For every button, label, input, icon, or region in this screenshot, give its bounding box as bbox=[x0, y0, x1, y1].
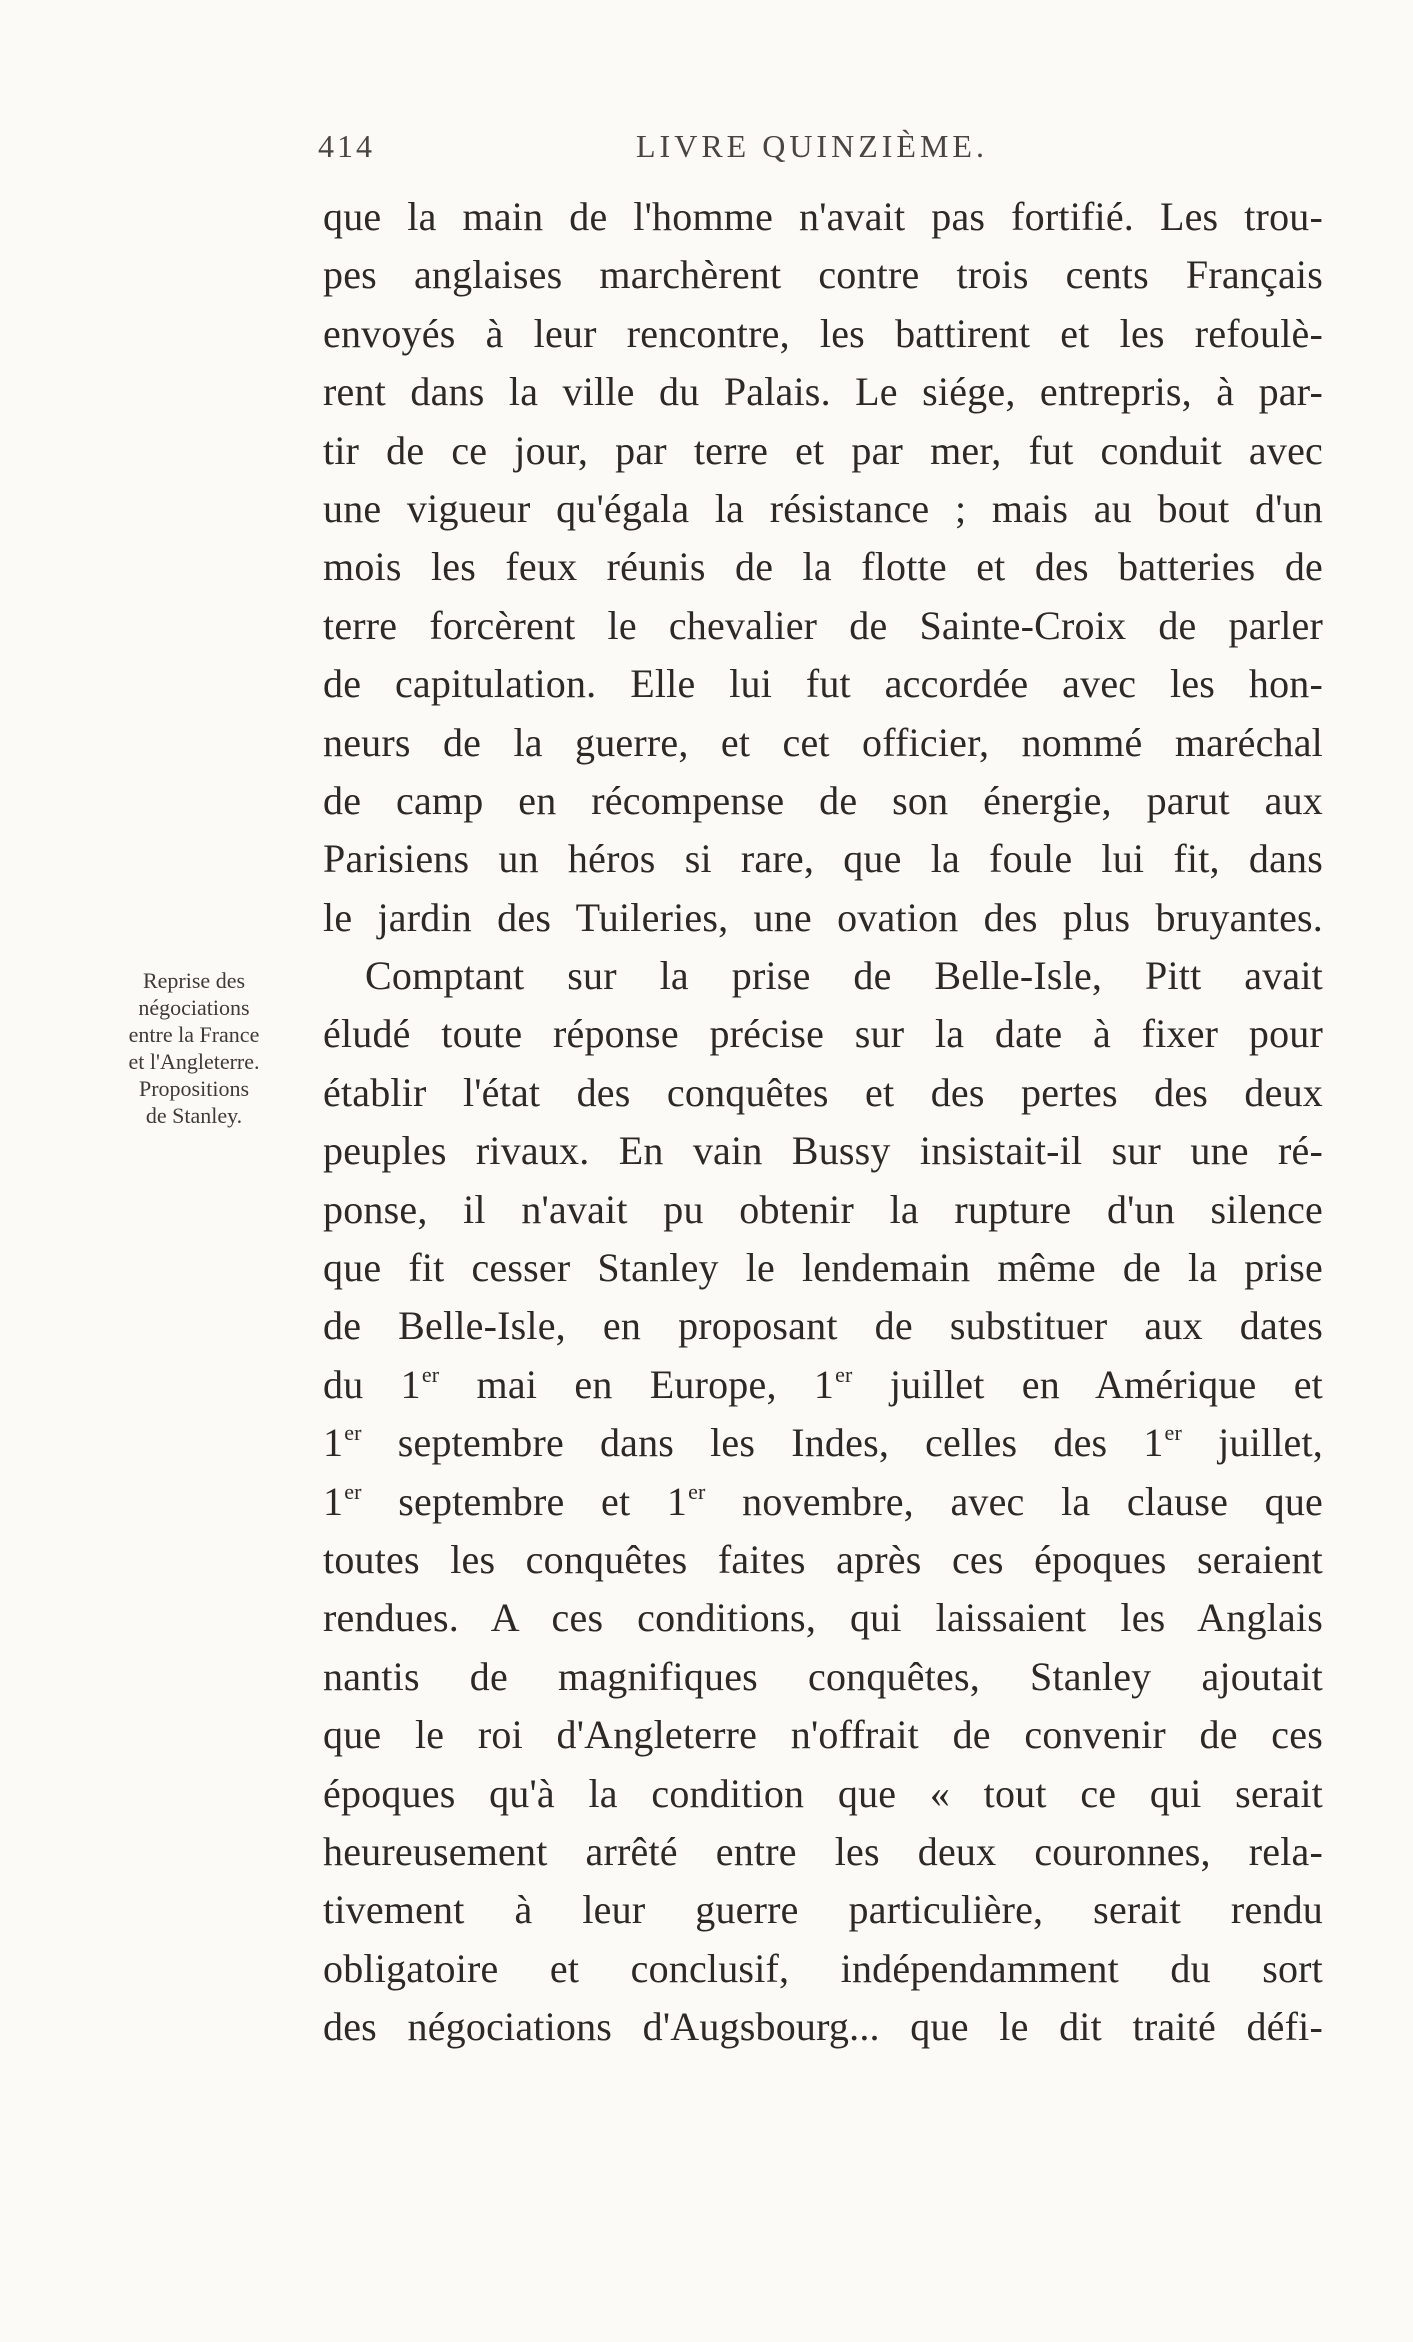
text-fragment: septembre dans les Indes, celles des 1 bbox=[361, 1420, 1164, 1466]
margin-note-line: et l'Angleterre. bbox=[128, 1049, 260, 1074]
body-text bbox=[323, 188, 1323, 2057]
text-line: que la main de l'homme n'avait pas fortifié. Les trou- bbox=[323, 194, 1323, 239]
text-fragment: mai en Europe, 1 bbox=[439, 1361, 835, 1407]
text-fragment: 1 bbox=[323, 1478, 344, 1524]
margin-note-line: Propositions bbox=[138, 1076, 250, 1101]
text-line: époques qu'à la condition que « tout ce qui serait bbox=[323, 1770, 1323, 1816]
margin-note-line: entre la France bbox=[128, 1022, 260, 1047]
text-line: éludé toute réponse précise sur la date à fixer pour bbox=[323, 1011, 1323, 1057]
page-header bbox=[318, 128, 1318, 178]
text-line: de capitulation. Elle lui fut accordée avec les hon- bbox=[323, 661, 1323, 707]
text-line-with-superscripts bbox=[323, 1356, 1323, 1414]
text-fragment: septembre et 1 bbox=[361, 1478, 688, 1524]
superscript: er bbox=[344, 1420, 362, 1446]
text-line: nantis de magnifiques conquêtes, Stanley ajoutait bbox=[323, 1653, 1323, 1699]
text-line: mois les feux réunis de la flotte et des batteries de bbox=[323, 544, 1323, 590]
text-fragment: 1 bbox=[323, 1420, 344, 1466]
superscript: er bbox=[344, 1478, 362, 1504]
text-line-with-superscripts bbox=[323, 1473, 1323, 1531]
margin-note-line: négociations bbox=[138, 995, 250, 1020]
text-line: le jardin des Tuileries, une ovation des plus bruyantes. bbox=[323, 894, 1323, 940]
text-line: que fit cesser Stanley le lendemain même de la prise bbox=[323, 1245, 1323, 1291]
text-line: pes anglaises marchèrent contre trois cents Français bbox=[323, 252, 1323, 298]
text-line: Parisiens un héros si rare, que la foule lui fit, dans bbox=[323, 836, 1323, 882]
text-line: établir l'état des conquêtes et des pertes des deux bbox=[323, 1069, 1323, 1115]
text-line: toutes les conquêtes faites après ces époques seraient bbox=[323, 1536, 1323, 1582]
text-line: tivement à leur guerre particulière, serait rendu bbox=[323, 1887, 1323, 1933]
text-line: une vigueur qu'égala la résistance ; mais au bout d'un bbox=[323, 485, 1323, 531]
text-line-paragraph-start: Comptant sur la prise de Belle-Isle, Pitt avait bbox=[365, 953, 1323, 999]
text-line: des négociations d'Augsbourg... que le dit traité défi- bbox=[323, 2004, 1323, 2050]
text-fragment: juillet en Amérique et bbox=[852, 1361, 1323, 1407]
text-fragment: juillet, bbox=[1182, 1420, 1323, 1466]
text-line: obligatoire et conclusif, indépendamment du sort bbox=[323, 1945, 1323, 1991]
text-line: terre forcèrent le chevalier de Sainte-Croix de parler bbox=[323, 602, 1323, 648]
text-fragment: du 1 bbox=[323, 1361, 421, 1407]
text-line: de Belle-Isle, en proposant de substituer aux dates bbox=[323, 1303, 1323, 1349]
text-line: de camp en récompense de son énergie, parut aux bbox=[323, 777, 1323, 823]
text-line: peuples rivaux. En vain Bussy insistait-il sur une ré- bbox=[323, 1128, 1323, 1174]
text-line: tir de ce jour, par terre et par mer, fut conduit avec bbox=[323, 427, 1323, 473]
superscript: er bbox=[688, 1478, 706, 1504]
margin-note-line: de Stanley. bbox=[145, 1103, 243, 1128]
text-line: envoyés à leur rencontre, les battirent et les refoulè- bbox=[323, 310, 1323, 356]
text-line: rent dans la ville du Palais. Le siége, entrepris, à par- bbox=[323, 369, 1323, 415]
text-line-with-superscripts bbox=[323, 1414, 1323, 1472]
page-number: 414 bbox=[318, 128, 375, 164]
superscript: er bbox=[835, 1361, 853, 1387]
margin-note bbox=[88, 967, 300, 1129]
superscript: er bbox=[421, 1361, 440, 1387]
running-title: LIVRE QUINZIÈME. bbox=[636, 128, 988, 164]
text-line: rendues. A ces conditions, qui laissaient les Anglais bbox=[323, 1595, 1323, 1641]
text-fragment: novembre, avec la clause que bbox=[705, 1478, 1323, 1524]
text-line: neurs de la guerre, et cet officier, nommé maréchal bbox=[323, 719, 1323, 765]
text-line: heureusement arrêté entre les deux couronnes, rela- bbox=[323, 1828, 1323, 1874]
superscript: er bbox=[1164, 1420, 1183, 1446]
text-line: ponse, il n'avait pu obtenir la rupture d'un silence bbox=[323, 1186, 1323, 1232]
text-line: que le roi d'Angleterre n'offrait de convenir de ces bbox=[323, 1712, 1323, 1758]
margin-note-line: Reprise des bbox=[142, 968, 246, 993]
